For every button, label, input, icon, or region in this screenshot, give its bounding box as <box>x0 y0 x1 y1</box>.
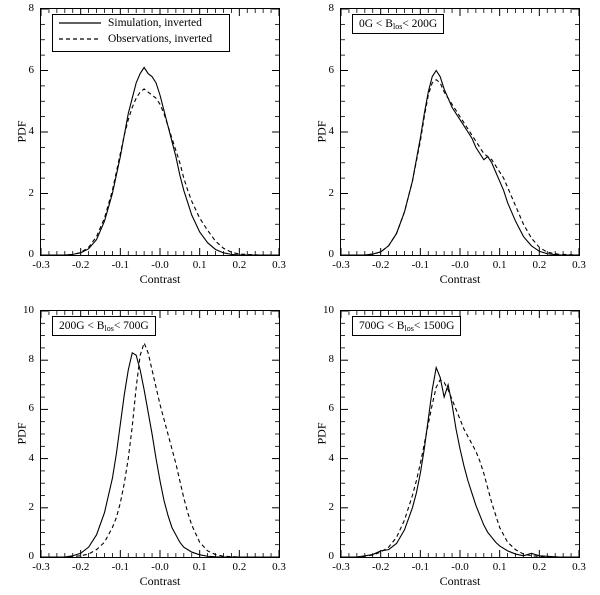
ytick-label: 6 <box>328 63 334 76</box>
ytick-label: 4 <box>28 451 34 464</box>
legend-swatch-solid <box>58 18 102 28</box>
ytick-label: 4 <box>28 125 34 137</box>
panel-c-title-sub: los <box>104 323 114 333</box>
panel-c-curves <box>41 311 279 557</box>
panel-c-xlabel: Contrast <box>139 574 181 588</box>
xtick-label: -0.2 <box>371 259 390 271</box>
ytick-label: 0 <box>28 248 34 260</box>
panel-d-ylabel: PDF <box>314 422 329 445</box>
panel-d-title-sub: los <box>404 323 414 333</box>
panel-d-title-suffix: < 1500G <box>413 320 455 332</box>
panel-a-xlabel: Contrast <box>139 272 181 286</box>
xtick-label: -0.1 <box>411 561 430 573</box>
panel-a-ylabel: PDF <box>14 120 29 143</box>
xtick-label: -0.1 <box>111 561 130 573</box>
legend-entry-observations <box>53 31 229 47</box>
panel-c-title-box <box>52 316 156 336</box>
xtick-label: -0.0 <box>451 561 469 573</box>
ytick-label: 2 <box>328 186 334 199</box>
ytick-label: 0 <box>28 550 34 562</box>
xtick-label: 0.3 <box>272 561 286 573</box>
xtick-label: -0.0 <box>151 259 169 271</box>
xtick-label: 0.2 <box>532 259 547 271</box>
panel-b-title-suffix: < 200G <box>402 18 438 30</box>
ytick-label: 6 <box>28 402 34 415</box>
panel-c-ylabel: PDF <box>14 422 29 445</box>
panel-c-title-suffix: < 700G <box>113 320 149 332</box>
panel-b-xlabel: Contrast <box>439 272 481 286</box>
xtick-label: -0.0 <box>151 561 169 573</box>
xtick-label: -0.3 <box>32 561 50 573</box>
ytick-label: 10 <box>23 304 34 316</box>
xtick-label: 0.1 <box>192 259 207 271</box>
ytick-label: 2 <box>28 500 34 513</box>
panel-d-plot-area <box>340 310 580 558</box>
ytick-label: 0 <box>328 550 334 562</box>
panel-b-title-prefix: 0G < B <box>359 18 393 30</box>
ytick-label: 6 <box>328 402 334 415</box>
xtick-label: 0.3 <box>572 259 586 271</box>
legend-entry-simulation <box>53 15 229 31</box>
ytick-label: 2 <box>328 500 334 513</box>
xtick-label: -0.1 <box>111 259 130 271</box>
legend-label-simulation: Simulation, inverted <box>108 17 202 29</box>
xtick-label: -0.3 <box>332 561 350 573</box>
xtick-label: 0.1 <box>492 561 507 573</box>
xtick-label: -0.3 <box>332 259 350 271</box>
xtick-label: -0.2 <box>71 561 90 573</box>
ytick-label: 10 <box>323 304 334 316</box>
xtick-label: 0.2 <box>532 561 547 573</box>
ytick-label: 2 <box>28 186 34 199</box>
ytick-label: 4 <box>328 125 334 137</box>
panel-d-title-box <box>352 316 461 336</box>
ytick-label: 6 <box>28 63 34 76</box>
xtick-label: -0.2 <box>371 561 390 573</box>
xtick-label: 0.3 <box>272 259 286 271</box>
panel-d-xlabel: Contrast <box>439 574 481 588</box>
xtick-label: -0.0 <box>451 259 469 271</box>
legend-label-observations: Observations, inverted <box>108 33 213 45</box>
xtick-label: 0.1 <box>492 259 507 271</box>
panel-b-title-box <box>352 14 444 34</box>
panel-c-plot-area <box>40 310 280 558</box>
xtick-label: 0.2 <box>232 259 247 271</box>
panel-b-ylabel: PDF <box>314 120 329 143</box>
xtick-label: 0.3 <box>572 561 586 573</box>
panel-b-plot-area <box>340 8 580 256</box>
ytick-label: 8 <box>328 2 334 14</box>
panel-c-title-prefix: 200G < B <box>59 320 105 332</box>
xtick-label: 0.1 <box>192 561 207 573</box>
panel-b-curves <box>341 9 579 255</box>
xtick-label: 0.2 <box>232 561 247 573</box>
ytick-label: 8 <box>28 353 34 366</box>
ytick-label: 4 <box>328 451 334 464</box>
ytick-label: 8 <box>28 2 34 14</box>
panel-d-title-prefix: 700G < B <box>359 320 405 332</box>
xtick-label: -0.1 <box>411 259 430 271</box>
panel-b-title-sub: los <box>392 21 403 31</box>
ytick-label: 0 <box>328 248 334 260</box>
ytick-label: 8 <box>328 353 334 366</box>
panel-d-curves <box>341 311 579 557</box>
xtick-label: -0.3 <box>32 259 50 271</box>
panel-a-legend <box>52 14 230 52</box>
legend-swatch-dashed <box>58 34 102 44</box>
xtick-label: -0.2 <box>71 259 90 271</box>
